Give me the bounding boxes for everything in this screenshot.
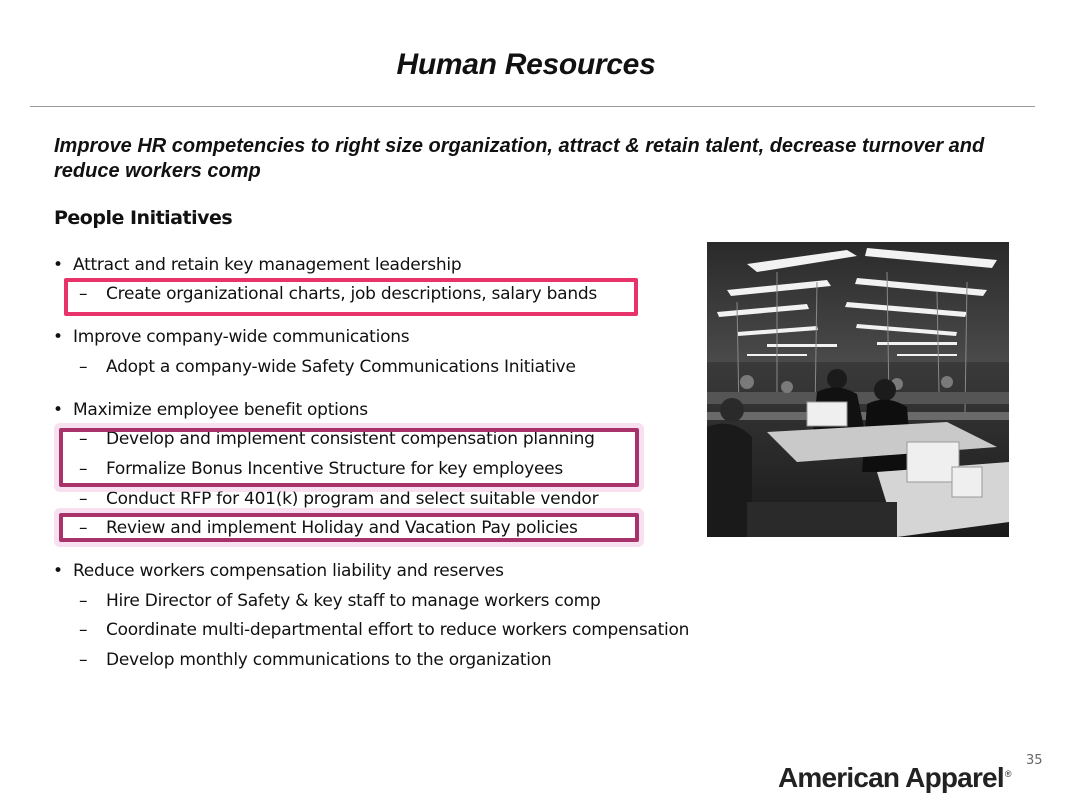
slide-title: Human Resources	[396, 48, 656, 81]
highlight-box	[59, 428, 639, 487]
dash-marker: –	[79, 284, 88, 304]
bullet-dot: •	[53, 561, 64, 581]
factory-photo	[707, 242, 1009, 537]
sub-bullet-item: Create organizational charts, job descriptions, salary bands	[106, 284, 597, 304]
sub-bullet-item: Hire Director of Safety & key staff to manage workers comp	[106, 591, 601, 611]
bullet-item: Improve company-wide communications	[73, 327, 410, 347]
objective-text: Improve HR competencies to right size organization, attract & retain talent, decrease turnover and reduce workers comp	[54, 135, 985, 182]
page-number: 35	[1026, 753, 1043, 768]
bullet-dot: •	[53, 255, 64, 275]
dash-marker: –	[79, 518, 88, 538]
dash-marker: –	[79, 357, 88, 377]
sub-bullet-item: Conduct RFP for 401(k) program and select suitable vendor	[106, 489, 599, 509]
sub-bullet-item: Develop and implement consistent compensation planning	[106, 429, 595, 449]
dash-marker: –	[79, 459, 88, 479]
dash-marker: –	[79, 620, 88, 640]
title-divider	[30, 106, 1035, 107]
company-logo	[778, 762, 1011, 794]
registered-mark: ®	[1004, 768, 1011, 779]
bullet-item: Reduce workers compensation liability and reserves	[73, 561, 504, 581]
dash-marker: –	[79, 591, 88, 611]
bullet-dot: •	[53, 400, 64, 420]
sub-bullet-item: Adopt a company-wide Safety Communications Initiative	[106, 357, 576, 377]
bullet-dot: •	[53, 327, 64, 347]
sub-bullet-item: Develop monthly communications to the organization	[106, 650, 552, 670]
sub-bullet-item: Formalize Bonus Incentive Structure for key employees	[106, 459, 563, 479]
highlight-box	[64, 278, 638, 316]
highlight-box	[59, 513, 639, 542]
dash-marker: –	[79, 650, 88, 670]
bullet-item: Maximize employee benefit options	[73, 400, 368, 420]
dash-marker: –	[79, 489, 88, 509]
section-heading: People Initiatives	[54, 207, 233, 229]
sub-bullet-item: Coordinate multi-departmental effort to reduce workers compensation	[106, 620, 690, 640]
dash-marker: –	[79, 429, 88, 449]
logo-text: American Apparel	[778, 762, 1004, 793]
bullet-item: Attract and retain key management leadership	[73, 255, 462, 275]
sub-bullet-item: Review and implement Holiday and Vacation Pay policies	[106, 518, 578, 538]
